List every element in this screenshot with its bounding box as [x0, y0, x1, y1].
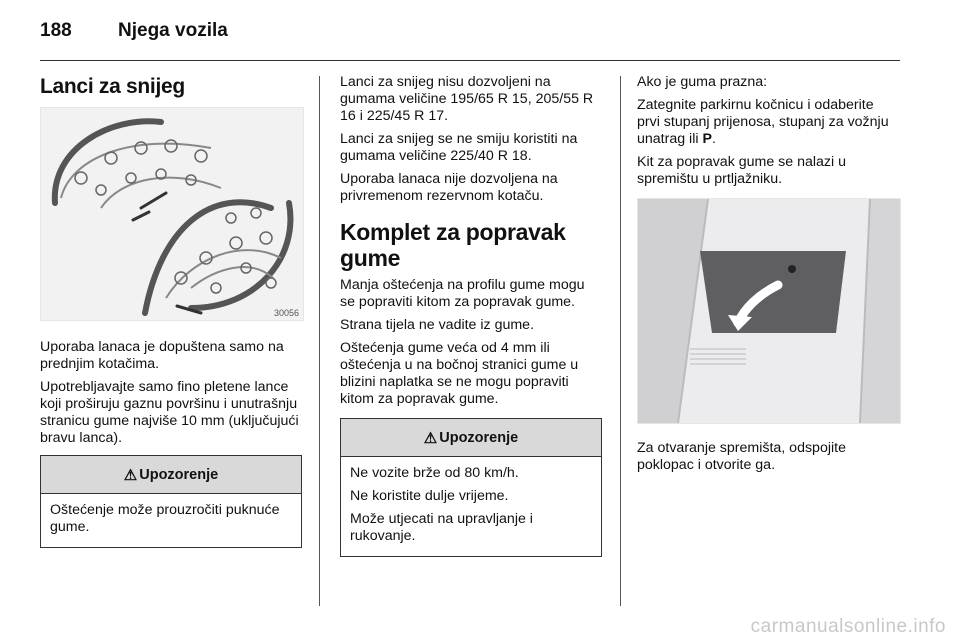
warning-header: [341, 419, 601, 457]
warning-triangle-icon: ⚠: [123, 466, 138, 484]
snow-chains-drawing: [41, 108, 303, 320]
warning-title: Upozorenje: [139, 466, 219, 483]
figure-code: 30056: [273, 308, 299, 318]
warning-body: [341, 457, 601, 556]
gear-p-label: P: [702, 131, 712, 147]
warning-item: Ne koristite dulje vrijeme.: [350, 488, 509, 504]
section-title: Njega vozila: [118, 20, 228, 41]
warning-item: Može utjecati na upravljanje i rukovanje.: [350, 511, 533, 544]
paragraph: Uporaba lanaca nije dozvoljena na privremenom rezervnom kotaču.: [340, 171, 558, 204]
paragraph: Lanci za snijeg se ne smiju koristiti na gumama veličine 225/40 R 18.: [340, 131, 578, 164]
column-1: [40, 74, 302, 548]
warning-text: Oštećenje može prouzročiti puknuće gume.: [50, 502, 280, 535]
header-rule: [40, 60, 900, 61]
page-header: [40, 20, 228, 46]
warning-item: Ne vozite brže od 80 km/h.: [350, 465, 519, 481]
snow-chains-illustration: [40, 107, 304, 321]
paragraph: Zategnite parkirnu kočnicu i odaberite prvi stupanj prijenosa, stupanj za vožnju unatrag ili P.: [637, 97, 889, 147]
paragraph: Upotrebljavajte samo fino pletene lance koji proširuju gaznu površinu i unutrašnju stranicu gume najviše 10 mm (uključujući bravu lanca).: [40, 379, 299, 446]
paragraph: Ako je guma prazna:: [637, 74, 768, 90]
watermark: carmanualsonline.info: [750, 616, 946, 637]
paragraph: Kit za popravak gume se nalazi u spremištu u prtljažniku.: [637, 154, 846, 187]
warning-triangle-icon: ⚠: [423, 429, 438, 447]
trunk-compartment-illustration: [637, 198, 901, 424]
paragraph: Za otvaranje spremišta, odspojite poklopac i otvorite ga.: [637, 440, 846, 473]
warning-box: [340, 418, 602, 557]
paragraph: Strana tijela ne vadite iz gume.: [340, 317, 535, 333]
snow-chains-heading: Lanci za snijeg: [40, 75, 185, 98]
warning-body: [41, 494, 301, 547]
paragraph: Lanci za snijeg nisu dozvoljeni na gumama veličine 195/65 R 15, 205/55 R 16 i 225/45 R 17.: [340, 74, 594, 124]
paragraph: Uporaba lanaca je dopuštena samo na prednjim kotačima.: [40, 339, 284, 372]
warning-box: [40, 455, 302, 548]
paragraph: Oštećenja gume veća od 4 mm ili oštećenja u na bočnoj stranici gume u blizini naplatka se ne mogu popraviti kitom za popravak gume.: [340, 340, 579, 407]
column-2: [340, 74, 602, 557]
page-number: 188: [40, 20, 72, 41]
warning-header: [41, 456, 301, 494]
column-3: [637, 74, 899, 480]
trunk-drawing: [638, 199, 900, 423]
repair-kit-heading: Komplet za popravak gume: [340, 219, 566, 271]
column-divider-2: [620, 76, 621, 606]
warning-title: Upozorenje: [439, 429, 519, 446]
column-divider-1: [319, 76, 320, 606]
paragraph: Manja oštećenja na profilu gume mogu se popraviti kitom za popravak gume.: [340, 277, 585, 310]
